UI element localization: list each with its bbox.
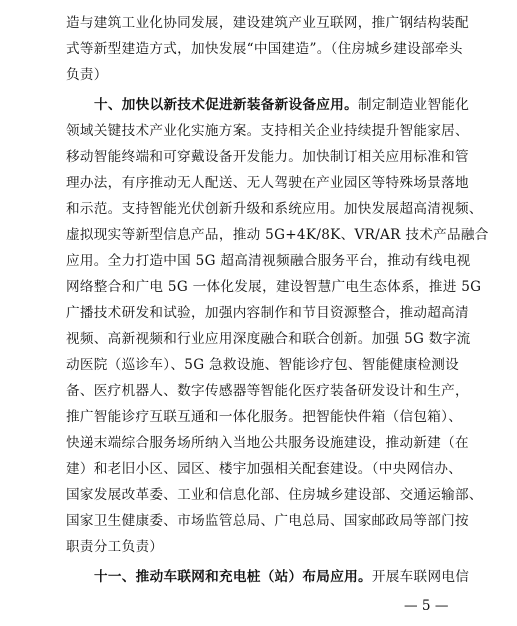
body-text-line: 造与建筑工业化协同发展，建设建筑产业互联网，推广钢结构装配 xyxy=(66,15,469,31)
body-text-line: 广播技术研发和试验，加强内容制作和节目资源整合，推动超高清 xyxy=(66,305,469,321)
body-text-line: 备、医疗机器人、数字传感器等智能化医疗装备研发设计和生产， xyxy=(66,383,469,399)
body-text-line: 移动智能终端和可穿戴设备开发能力。加快制订相关应用标准和管 xyxy=(66,149,469,165)
body-text-line: 网络整合和广电 5G 一体化发展，建设智慧广电生态体系，推进 5G xyxy=(66,279,482,295)
body-text-line: 建）和老旧小区、园区、楼宇加强相关配套建设。（中央网信办、 xyxy=(66,461,463,477)
body-text-line: 动医院（巡诊车）、5G 急救设施、智能诊疗包、智能健康检测设 xyxy=(66,357,460,373)
body-text-span: 开展车联网电信 xyxy=(371,569,470,585)
body-text-line: 式等新型建造方式，加快发展“中国建造”。（住房城乡建设部牵头 xyxy=(66,41,463,57)
body-text-line: 领域关键技术产业化实施方案。支持相关企业持续提升智能家居、 xyxy=(66,123,469,139)
section-heading: 十、加快以新技术促进新装备新设备应用。 xyxy=(94,97,358,113)
body-text-line: 快递末端综合服务场所纳入当地公共服务设施建设，推动新建（在 xyxy=(66,435,469,451)
body-text-line: 国家发展改革委、工业和信息化部、住房城乡建设部、交通运输部、 xyxy=(66,487,483,503)
body-text-line: 负责） xyxy=(66,67,108,83)
section-eleven-first-line xyxy=(66,564,470,590)
page-number: — 5 — xyxy=(404,598,449,614)
section-heading: 十一、推动车联网和充电桩（站）布局应用。 xyxy=(94,569,372,585)
body-text-line: 职责分工负责） xyxy=(66,539,164,555)
body-text-line: 推广智能诊疗互联互通和一体化服务。把智能快件箱（信包箱）、 xyxy=(66,409,463,425)
body-text-line: 理办法，有序推动无人配送、无人驾驶在产业园区等特殊场景落地 xyxy=(66,175,469,191)
body-text-line: 和示范。支持智能光伏创新升级和系统应用。加快发展超高清视频、 xyxy=(66,201,483,217)
body-text-line: 视频、高新视频和行业应用深度融合和联合创新。加强 5G 数字流 xyxy=(66,331,471,347)
body-text-line: 国家卫生健康委、市场监管总局、广电总局、国家邮政局等部门按 xyxy=(66,513,469,529)
body-text-span: 制定制造业智能化 xyxy=(357,97,470,113)
body-text-line: 应用。全力打造中国 5G 超高清视频融合服务平台，推动有线电视 xyxy=(66,253,471,269)
body-text-line: 虚拟现实等新型信息产品，推动 5G+4K/8K、VR/AR 技术产品融合 xyxy=(66,227,489,243)
section-ten-first-line xyxy=(66,92,470,118)
